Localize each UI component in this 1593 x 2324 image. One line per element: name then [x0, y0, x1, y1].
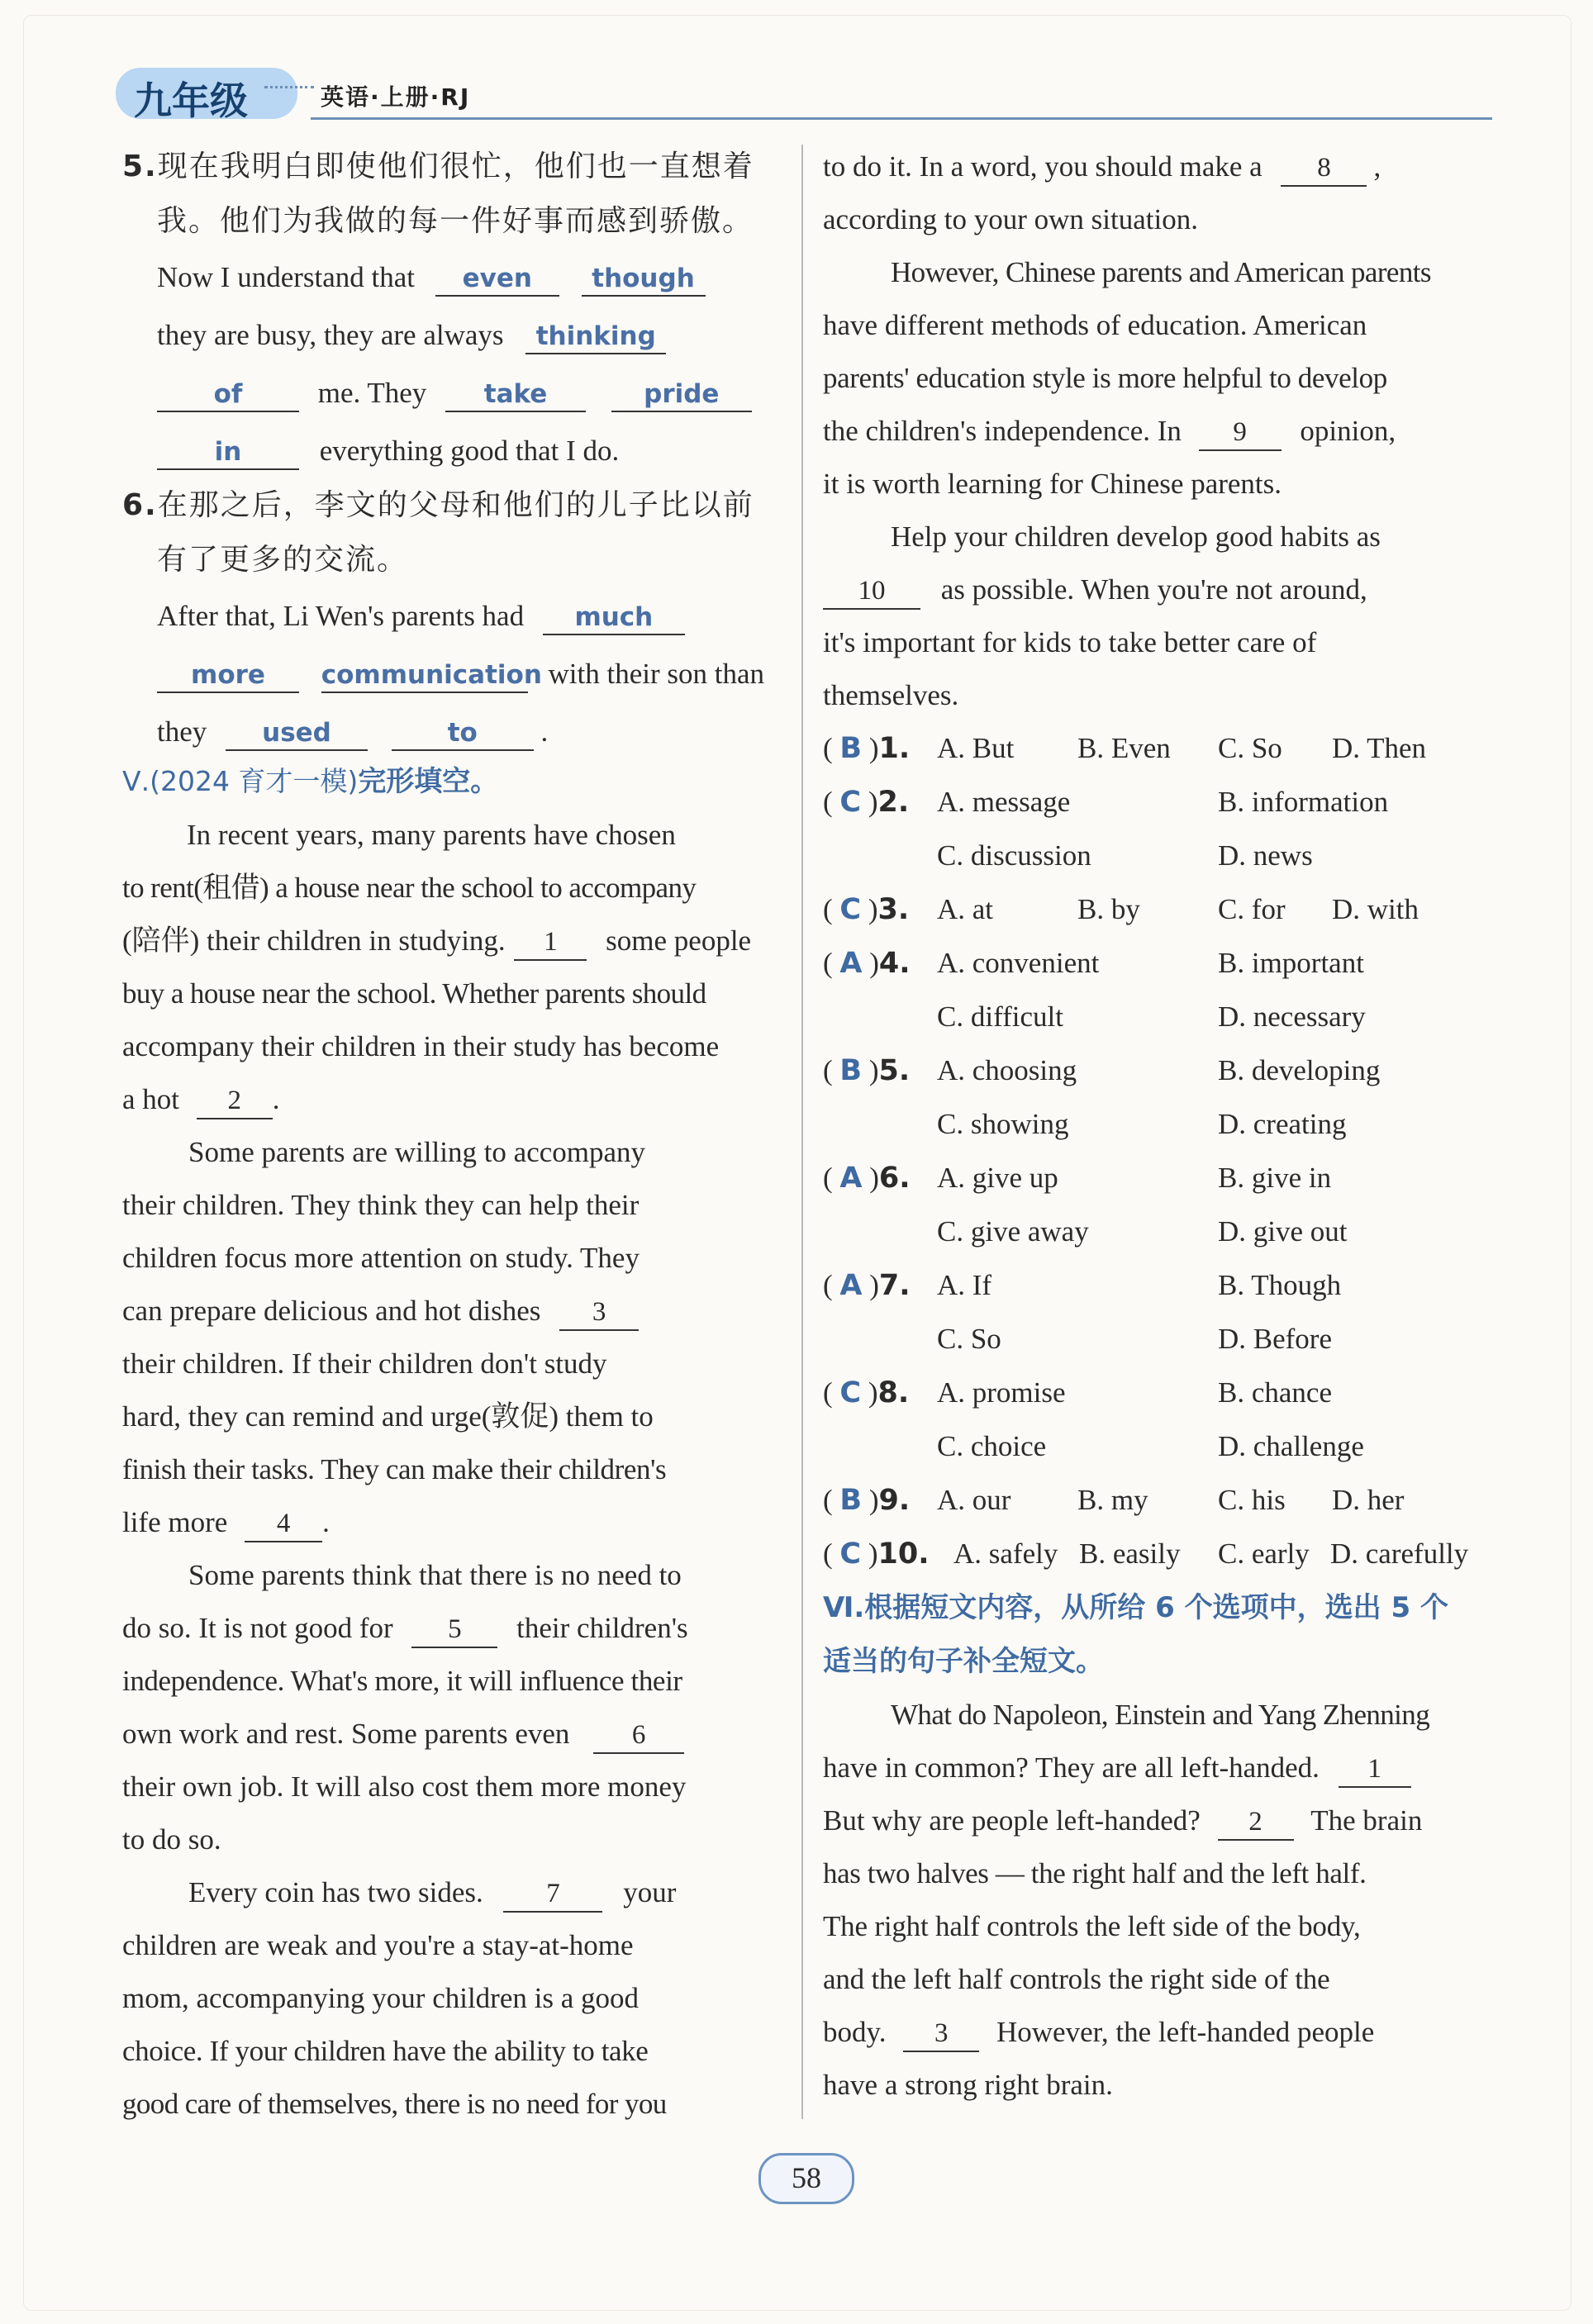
answer-blank: thinking [525, 320, 666, 354]
passage-line: finish their tasks. They can make their children's [122, 1453, 667, 1485]
option[interactable]: C. So [937, 1323, 1001, 1355]
choice-q2-row2 [823, 835, 1478, 877]
choice-q2: ( C )2. A. message B. information [823, 782, 1478, 823]
option[interactable]: D. her [1332, 1484, 1405, 1516]
passage-line: hard, they can remind and urge(敦促) them to [122, 1400, 654, 1433]
option[interactable]: B. chance [1218, 1376, 1332, 1409]
passage-line: The right half controls the left side of the body, [823, 1910, 1361, 1942]
choice-q8: ( C )8. A. promise B. chance [823, 1372, 1478, 1414]
option[interactable]: D. news [1218, 839, 1313, 872]
section-vi-heading-2: 适当的句子补全短文。 [823, 1645, 1104, 1678]
option[interactable]: D. with [1332, 893, 1419, 925]
passage-line: accompany their children in their study has become [122, 1030, 720, 1062]
passage-line: Some parents are willing to accompany [188, 1136, 646, 1168]
q5-en-line-4: in everything good that I do. [157, 430, 619, 472]
option[interactable]: A. message [937, 786, 1071, 818]
choice-q7: ( A )7. A. If B. Though [823, 1265, 1478, 1306]
passage-line: according to your own situation. [823, 203, 1198, 235]
answer-blank: communication [321, 658, 528, 693]
passage-line: mom, accompanying your children is a good [122, 1982, 639, 2014]
passage-line: independence. What's more, it will influence their [122, 1665, 682, 1697]
option[interactable]: D. carefully [1330, 1537, 1469, 1570]
passage-line: children are weak and you're a stay-at-home [122, 1929, 634, 1961]
cloze-blank: 5 [411, 1612, 497, 1648]
passage-line: to do so. [122, 1823, 221, 1856]
option[interactable]: A. give up [937, 1162, 1058, 1194]
option[interactable]: A. choosing [937, 1054, 1077, 1086]
option[interactable]: D. creating [1218, 1108, 1347, 1140]
passage-line: Some parents think that there is no need to [188, 1559, 682, 1591]
q6-zh-line-1: 6.在那之后，李文的父母和他们的儿子比以前 [122, 488, 754, 522]
passage-line: have different methods of education. American [823, 309, 1367, 341]
passage-line: have in common? They are all left-handed. 1 [823, 1747, 1411, 1789]
passage-line: can prepare delicious and hot dishes 3 [122, 1290, 775, 1332]
passage-line: However, Chinese parents and American parents [891, 256, 1431, 288]
passage-line: and the left half controls the right side of the [823, 1963, 1330, 1995]
answer-blank: much [543, 601, 685, 635]
cloze-blank: 4 [245, 1506, 322, 1542]
answer-blank: of [157, 378, 299, 412]
option[interactable]: B. information [1218, 786, 1389, 818]
passage-line: body. 3 However, the left-handed people [823, 2012, 1374, 2053]
passage-line: a hot 2 . [122, 1079, 280, 1120]
option[interactable]: D. challenge [1218, 1430, 1364, 1462]
option[interactable]: B. developing [1218, 1054, 1381, 1086]
choice-q4-row2 [823, 996, 1478, 1038]
q6-en-line-3: they used to . [157, 711, 548, 753]
page-header [116, 68, 1487, 126]
option[interactable]: A. our [937, 1484, 1011, 1516]
passage-line: own work and rest. Some parents even 6 [122, 1713, 775, 1755]
option[interactable]: B. Though [1218, 1269, 1342, 1301]
passage-line: good care of themselves, there is no need for you [122, 2088, 667, 2120]
passage-line: life more 4 . [122, 1502, 330, 1543]
cloze-blank: 2 [1218, 1804, 1294, 1841]
option[interactable]: B. easily [1079, 1537, 1181, 1570]
option[interactable]: B. Even [1077, 732, 1171, 764]
grade-badge [116, 68, 297, 123]
passage-line: their children. If their children don't study [122, 1347, 607, 1380]
choice-q6: ( A )6. A. give up B. give in [823, 1157, 1478, 1199]
choice-q5: ( B )5. A. choosing B. developing [823, 1050, 1478, 1091]
option[interactable]: C. So [1218, 732, 1282, 764]
choice-q9: ( B )9. A. our B. my C. his D. her [823, 1480, 1478, 1521]
passage-line: their own job. It will also cost them more money [122, 1770, 687, 1803]
passage-line: parents' education style is more helpful to develop [823, 362, 1387, 394]
answer-blank: in [157, 435, 299, 470]
passage-line: their children. They think they can help their [122, 1189, 640, 1221]
option[interactable]: A. If [937, 1269, 992, 1301]
cloze-blank: 3 [559, 1295, 639, 1331]
option[interactable]: D. give out [1218, 1215, 1348, 1248]
cloze-blank: 10 [823, 573, 920, 610]
passage-line: do so. It is not good for 5 their children's [122, 1608, 775, 1649]
option[interactable]: D. Then [1332, 732, 1427, 764]
passage-line: has two halves — the right half and the left half. [823, 1857, 1367, 1889]
passage-line: have a strong right brain. [823, 2069, 1113, 2101]
passage-line: Every coin has two sides. 7 your [188, 1872, 676, 1913]
cloze-blank: 9 [1199, 415, 1282, 451]
answer-blank: to [392, 716, 534, 751]
q5-zh-line-2: 我。他们为我做的每一件好事而感到骄傲。 [157, 204, 754, 238]
section-vi-heading: Ⅵ.根据短文内容，从所给 6 个选项中，选出 5 个 [823, 1591, 1448, 1624]
choice-q10: ( C )10. A. safely B. easily C. early D. carefully [823, 1533, 1478, 1575]
grade-label: 九年级 [134, 78, 248, 123]
choice-q8-row2 [823, 1426, 1478, 1467]
q6-en-line-1: After that, Li Wen's parents had much [157, 596, 685, 637]
passage-line: it's important for kids to take better care of [823, 626, 1317, 658]
choice-q7-row2 [823, 1319, 1478, 1360]
option[interactable]: C. showing [937, 1108, 1069, 1140]
header-dots [264, 86, 314, 93]
option[interactable]: B. by [1077, 893, 1140, 925]
option[interactable]: C. give away [937, 1215, 1089, 1248]
passage-line: 10 as possible. When you're not around, [823, 569, 1367, 611]
choice-q1: ( B )1. A. But B. Even C. So D. Then [823, 728, 1478, 769]
cloze-blank: 8 [1281, 150, 1367, 187]
passage-line: children focus more attention on study. They [122, 1242, 640, 1274]
choice-q6-row2 [823, 1211, 1478, 1252]
answer-blank: though [582, 262, 706, 297]
cloze-blank: 6 [593, 1718, 684, 1754]
passage-line: it is worth learning for Chinese parents. [823, 468, 1282, 500]
option[interactable]: B. my [1077, 1484, 1148, 1516]
cloze-blank: 1 [514, 924, 587, 961]
cloze-blank: 3 [903, 2016, 979, 2052]
header-rule [311, 117, 1492, 120]
option[interactable]: D. Before [1218, 1323, 1333, 1355]
subject-label: 英语·上册·RJ [321, 83, 471, 111]
q5-en-line-2: they are busy, they are always thinking [157, 315, 666, 356]
choice-q3: ( C )3. A. at B. by C. for D. with [823, 889, 1478, 930]
option[interactable]: A. convenient [937, 947, 1100, 979]
answer-blank: even [435, 262, 559, 297]
option[interactable]: B. important [1218, 947, 1364, 979]
q6-zh-line-2: 有了更多的交流。 [157, 543, 409, 577]
section-v-heading: Ⅴ.(2024 育才一模)完形填空。 [122, 765, 499, 798]
column-divider [801, 145, 803, 2119]
option[interactable]: C. choice [937, 1430, 1047, 1462]
option[interactable]: C. for [1218, 893, 1286, 925]
passage-line: buy a house near the school. Whether parents should [122, 977, 706, 1010]
option[interactable]: A. promise [937, 1376, 1066, 1409]
q5-en-line-3: of me. They take pride [157, 373, 752, 414]
passage-line: Help your children develop good habits as [891, 520, 1381, 553]
option[interactable]: C. early [1218, 1537, 1310, 1570]
passage-line: the children's independence. In 9 opinion, [823, 411, 1396, 452]
answer-blank: used [226, 716, 368, 751]
page-number: 58 [758, 2153, 854, 2204]
answer-blank: pride [611, 378, 752, 412]
option[interactable]: A. safely [953, 1537, 1058, 1570]
option[interactable]: B. give in [1218, 1162, 1332, 1194]
cloze-blank: 1 [1339, 1751, 1411, 1788]
option[interactable]: C. discussion [937, 839, 1091, 872]
cloze-blank: 7 [503, 1876, 602, 1913]
option[interactable]: C. his [1218, 1484, 1286, 1516]
q6-en-line-2: more communication with their son than [157, 653, 764, 695]
choice-q5-row2 [823, 1104, 1478, 1145]
passage-line: to rent(租借) a house near the school to accompany [122, 872, 697, 904]
passage-line: to do it. In a word, you should make a 8 , [823, 146, 1381, 188]
q5-en-line-1: Now I understand that even though [157, 257, 706, 298]
passage-line: themselves. [823, 679, 959, 711]
option[interactable]: A. at [937, 893, 994, 925]
option[interactable]: D. necessary [1218, 1000, 1366, 1033]
cloze-blank: 2 [197, 1083, 273, 1119]
passage-line: But why are people left-handed? 2 The brain [823, 1800, 1422, 1842]
answer-blank: take [445, 378, 586, 412]
passage-line: (陪伴) their children in studying. 1 some people [122, 920, 775, 962]
option[interactable]: A. But [937, 732, 1015, 764]
passage-line: In recent years, many parents have chosen [187, 819, 676, 851]
q5-zh-line-1: 5.现在我明白即使他们很忙，他们也一直想着 [122, 150, 754, 183]
passage-line: What do Napoleon, Einstein and Yang Zhenning [891, 1699, 1430, 1731]
answer-blank: more [157, 658, 299, 693]
option[interactable]: C. difficult [937, 1000, 1063, 1033]
choice-q4: ( A )4. A. convenient B. important [823, 943, 1478, 984]
passage-line: choice. If your children have the ability to take [122, 2035, 649, 2067]
